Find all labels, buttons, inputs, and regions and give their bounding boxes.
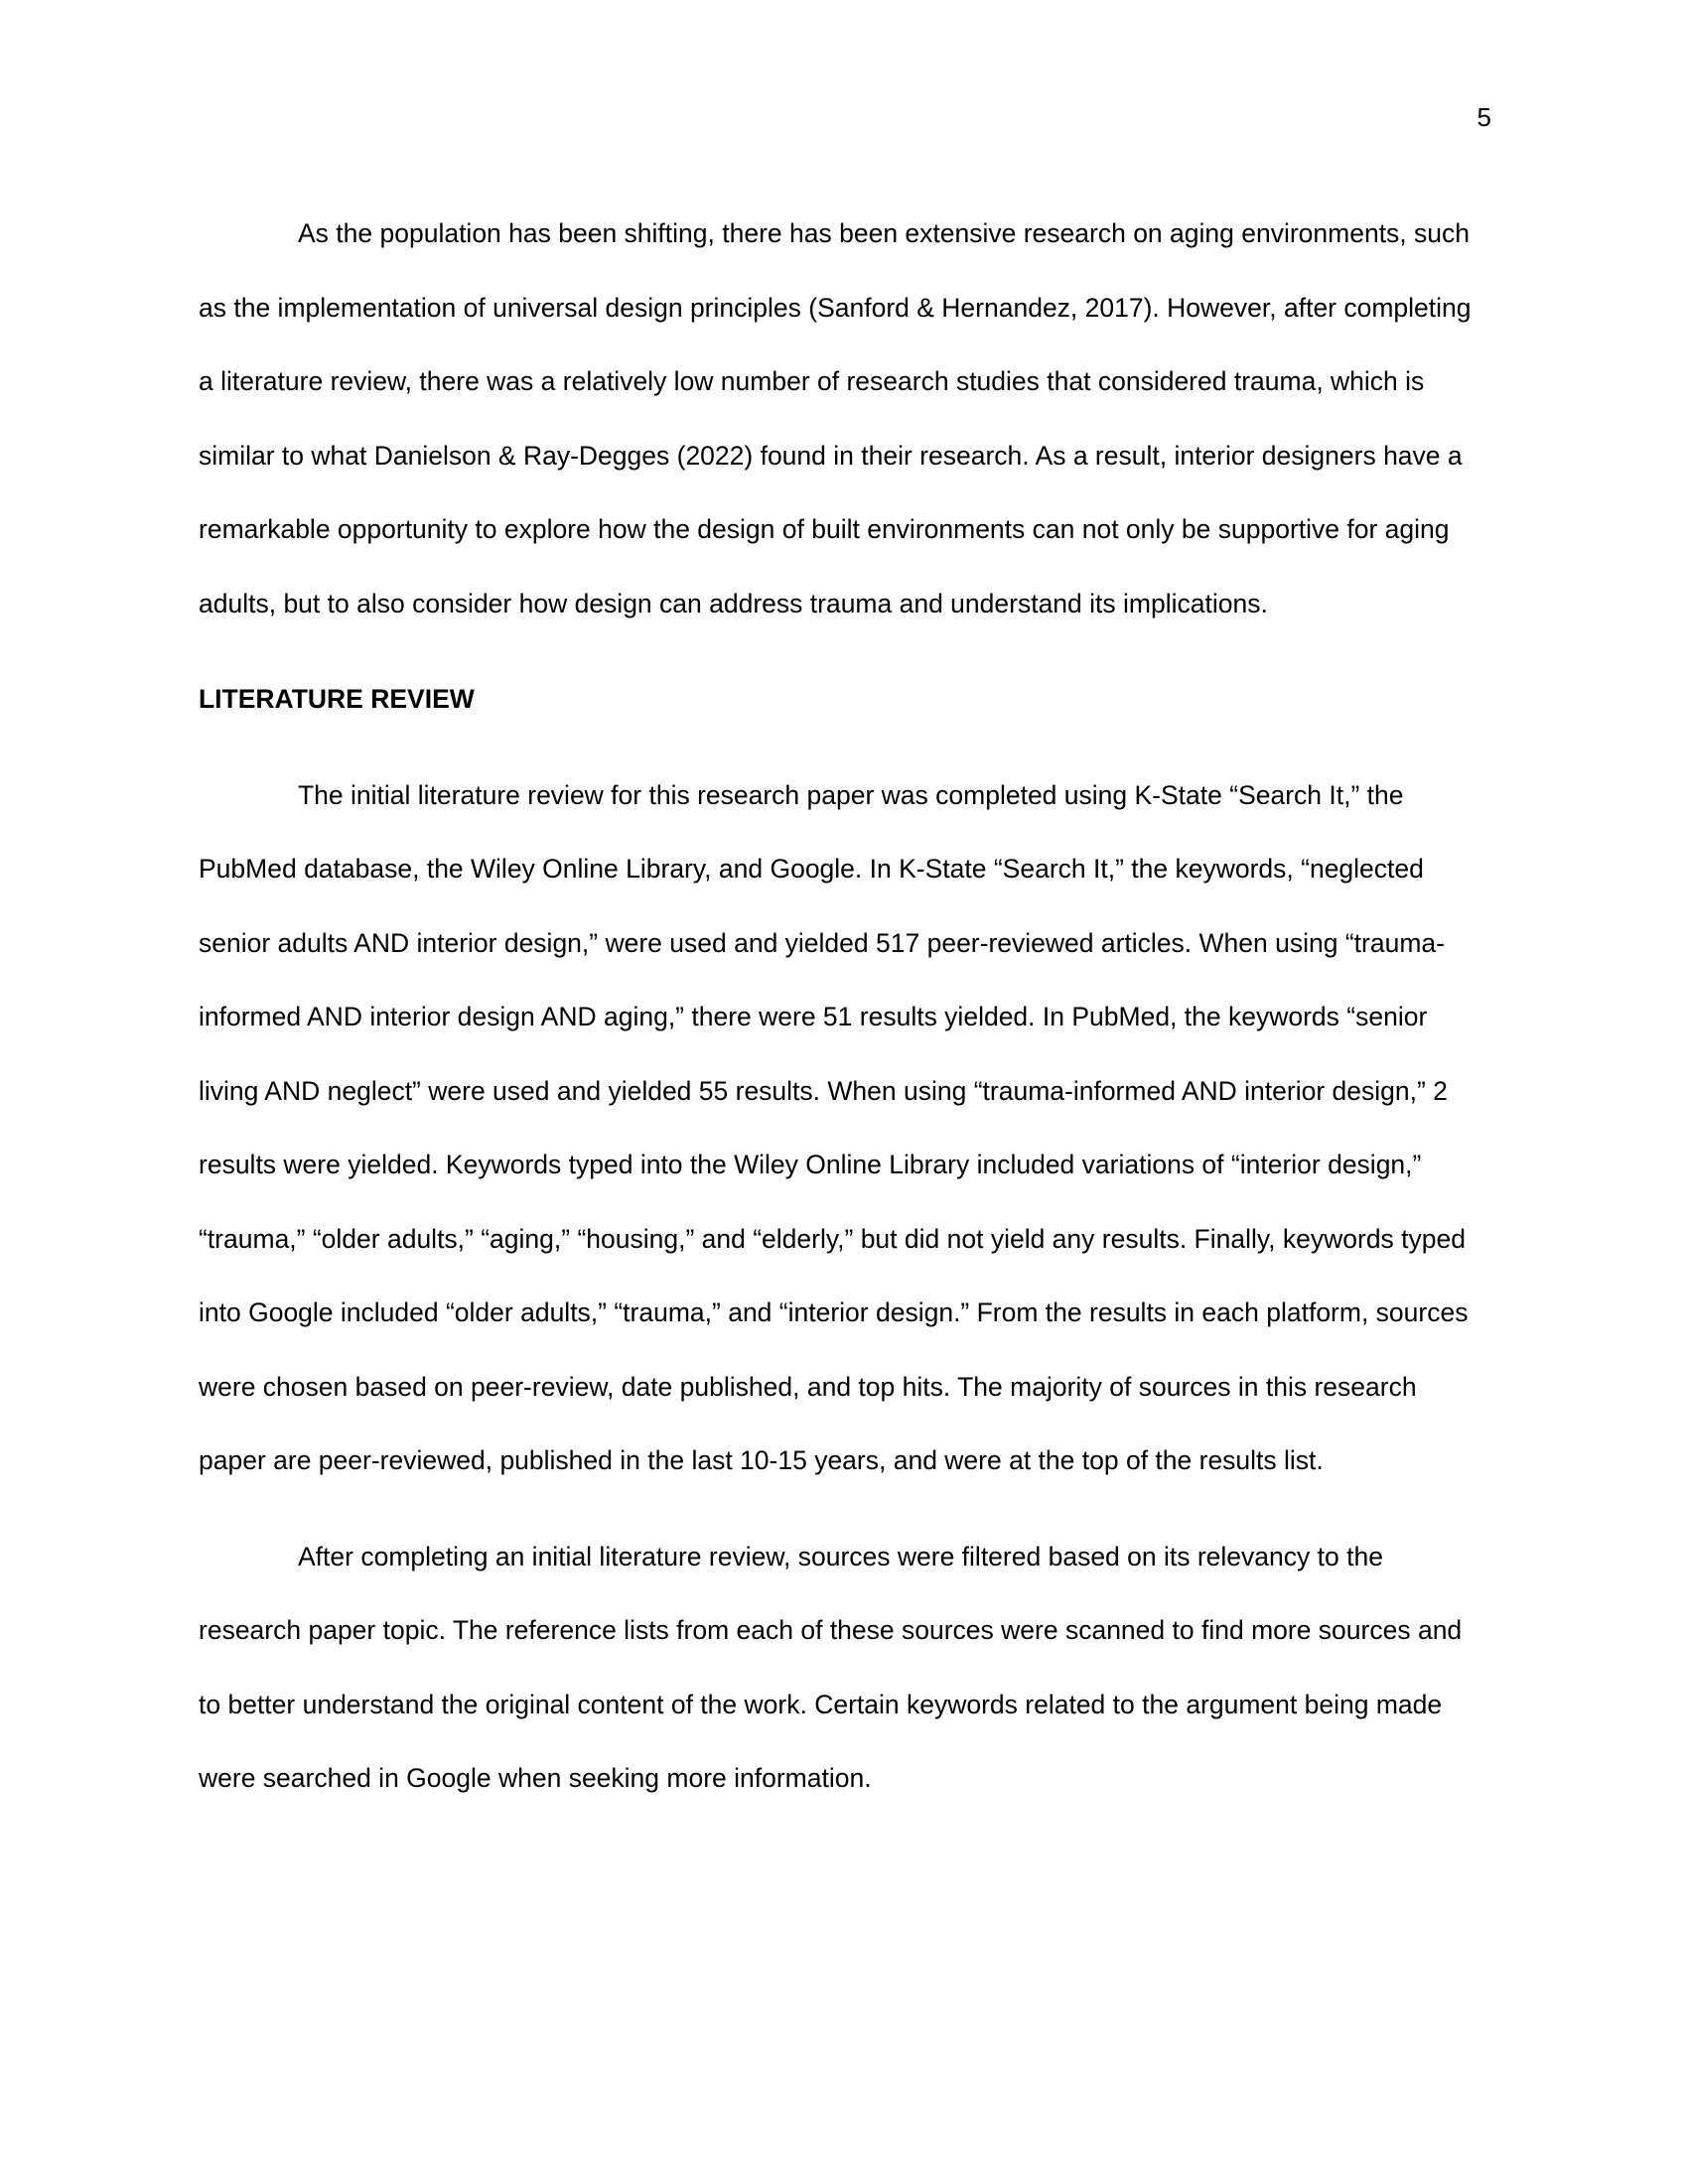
literature-review-paragraph-1: The initial literature review for this research paper was completed using K-State “Search It,” the PubMed database, the Wiley Online Library, and Google. In K-State “Search It,” the keywords, “neglected senior adults AND interior design,” were used and yielded 517 peer-reviewed articles. When using “trauma-informed AND interior design AND aging,” there were 51 results yielded. In PubMed, the keywords “senior living AND neglect” were used and yielded 55 results. When using “trauma-informed AND interior design,” 2 results were yielded. Keywords typed into the Wiley Online Library included variations of “interior design,” “trauma,” “older adults,” “aging,” “housing,” and “elderly,” but did not yield any results. Finally, keywords typed into Google included “older adults,” “trauma,” and “interior design.” From the results in each platform, sources were chosen based on peer-review, date published, and top hits. The majority of sources in this research paper are peer-reviewed, published in the last 10-15 years, and were at the top of the results list. [199,779,1469,1475]
page-number: 5 [1477,102,1491,132]
document-body [199,197,1489,1816]
intro-paragraph: As the population has been shifting, there has been extensive research on aging environments, such as the implementation of universal design principles (Sanford & Hernandez, 2017). However, after completing a literature review, there was a relatively low number of research studies that considered trauma, which is similar to what Danielson & Ray-Degges (2022) found in their research. As a result, interior designers have a remarkable opportunity to explore how the design of built environments can not only be supportive for aging adults, but to also consider how design can address trauma and understand its implications. [199,218,1472,618]
section-heading-literature-review: LITERATURE REVIEW [199,684,475,714]
literature-review-paragraph-2: After completing an initial literature review, sources were filtered based on its relevancy to the research paper topic. The reference lists from each of these sources were scanned to find more sources and to better understand the original content of the work. Certain keywords related to the argument being made were searched in Google when seeking more information. [199,1541,1463,1793]
